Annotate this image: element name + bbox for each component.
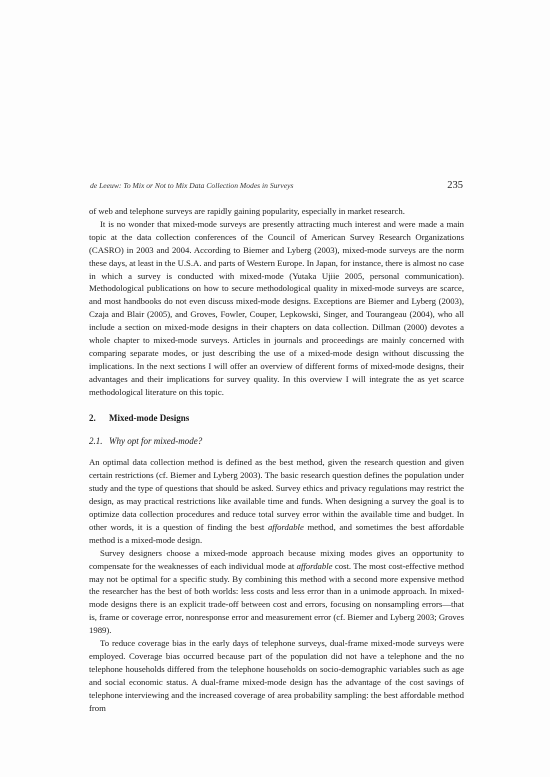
text-run: cost. The most cost-effective method may not be optimal for a specific study. By combining this method with a second more expensive method the researcher has the best of both worlds: less costs and less error than in a unimode approach. In mixed-mode designs there is an explicit trade-off between cost and errors, focusing on nonsampling errors—that is, frame or coverage error, nonresponse error and measurement error (cf. Biemer and Lyberg 2003; Groves 1989). — [89, 560, 464, 636]
text-run: An optimal data collection method is defined as the best method, given the research question and given certain restrictions (cf. Biemer and Lyberg 2003). The basic research question defines the population under study and the type of questions that should be asked. Survey ethics and privacy regulations may restrict the design, as may practical restrictions like available time and funds. When designing a survey the goal is to optimize data collection procedures and reduce total survey error within the available time and budget. In other words, it is a question of finding the best — [89, 457, 464, 532]
text-run: method, and sometimes the best affordable method is a mixed-mode design. — [89, 521, 464, 545]
subsection-heading — [89, 435, 464, 448]
paragraph: It is no wonder that mixed-mode surveys are presently attracting much interest and were made a main topic at the data collection conferences of the Council of American Survey Research Organizations (CASRO) in 2003 and 2004. According to Biemer and Lyberg (2003), mixed-mode surveys are the norm these days, at least in the U.S.A. and parts of Western Europe. In Japan, for instance, there is almost no case in which a survey is conducted with mixed-mode (Yutaka Ujiie 2005, personal communication). Methodological publications on how to secure methodological quality in mixed-mode surveys are scarce, and most handbooks do not even discuss mixed-mode designs. Exceptions are Biemer and Lyberg (2003), Czaja and Blair (2005), and Groves, Fowler, Couper, Lepkowski, Singer, and Tourangeau (2004), who all include a section on mixed-mode designs in their chapters on data collection. Dillman (2000) devotes a whole chapter to mixed-mode surveys. Articles in journals and proceedings are mainly concerned with comparing separate modes, or just describing the use of a mixed-mode design without discussing the implications. In the next sections I will offer an overview of different forms of mixed-mode designs, their advantages and their implications for survey quality. In this overview I will integrate the as yet scarce methodological literature on this topic. — [89, 218, 464, 397]
subsection-title: Why opt for mixed-mode? — [109, 435, 203, 446]
body-text — [89, 205, 464, 715]
text-run: Survey designers choose a mixed-mode approach because mixing modes gives an opportunity to compensate for the weaknesses of each individual mode at — [89, 547, 464, 571]
paragraph — [89, 456, 464, 546]
subsection-number: 2.1. — [89, 435, 103, 446]
paragraph-continued: of web and telephone surveys are rapidly gaining popularity, especially in market research. — [89, 206, 405, 216]
page-header — [90, 180, 463, 191]
section-heading — [89, 412, 464, 425]
section-title: Mixed-mode Designs — [109, 412, 190, 423]
emphasis: affordable — [296, 560, 333, 571]
emphasis: affordable — [267, 521, 304, 532]
page-number: 235 — [447, 180, 463, 191]
paragraph: To reduce coverage bias in the early days of telephone surveys, dual-frame mixed-mode surveys were employed. Coverage bias occurred because part of the population did not have a telephone and the no telephone households differed from the telephone households on socio-demographic variables such as age and social economic status. A dual-frame mixed-mode design has the advantage of the cost savings of telephone interviewing and the increased coverage of area probability sampling: the best affordable method from — [89, 638, 464, 713]
paragraph — [89, 547, 464, 637]
section-number: 2. — [89, 412, 96, 423]
running-head: de Leeuw: To Mix or Not to Mix Data Collection Modes in Surveys — [90, 181, 294, 190]
